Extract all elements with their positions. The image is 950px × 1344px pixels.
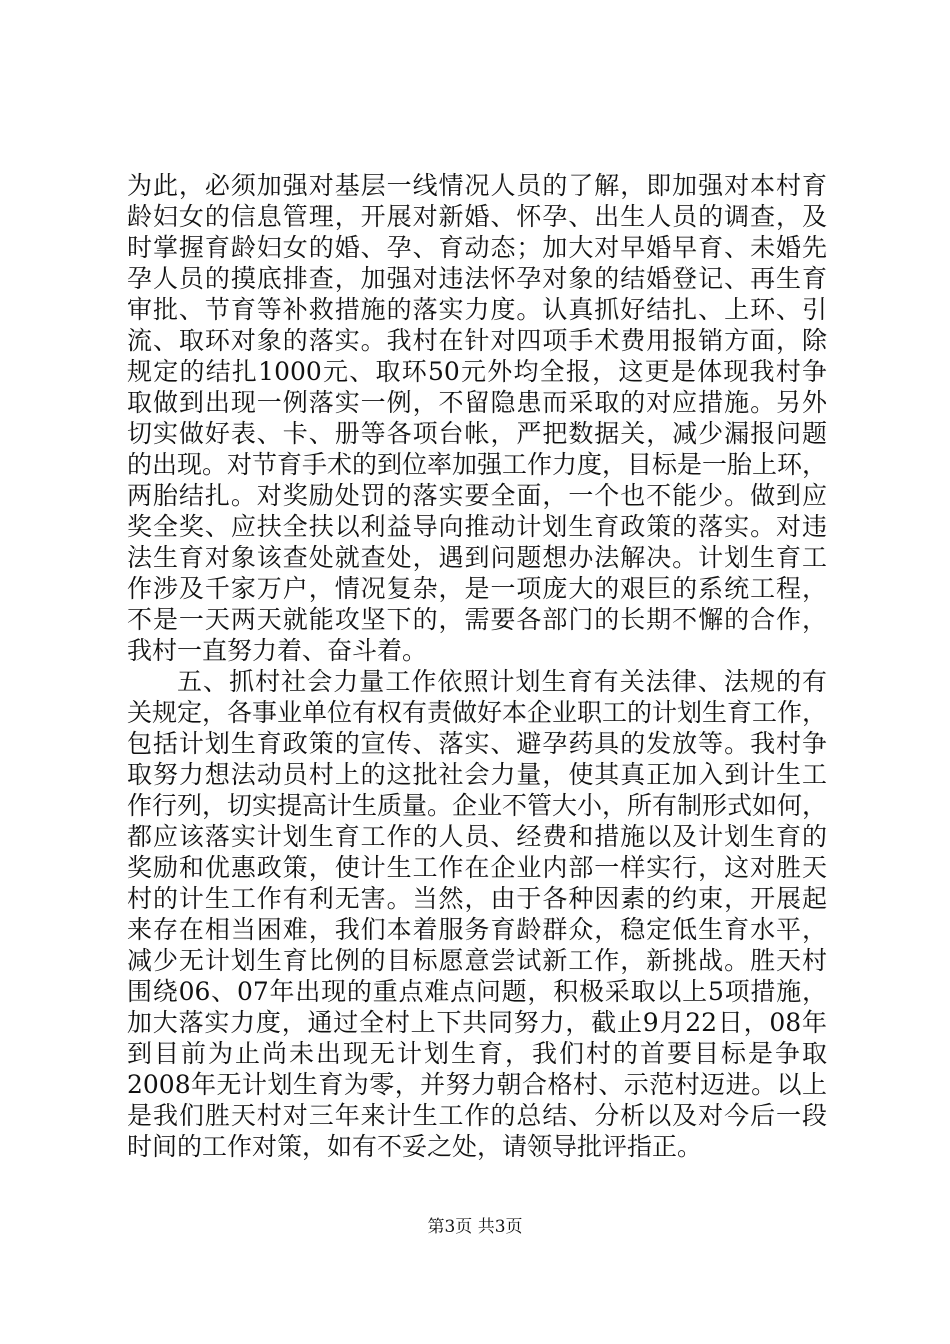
- text-line: 包括计划生育政策的宣传、落实、避孕药具的发放等。我村争: [127, 729, 827, 758]
- text-line: 是我们胜天村对三年来计生工作的总结、分析以及对今后一段: [127, 1101, 827, 1130]
- text-line: 切实做好表、卡、册等各项台帐，严把数据关，减少漏报问题: [127, 419, 827, 448]
- text-line: 奖励和优惠政策，使计生工作在企业内部一样实行，这对胜天: [127, 853, 827, 882]
- text-line: 到目前为止尚未出现无计划生育，我们村的首要目标是争取: [127, 1039, 827, 1068]
- text-line: 作涉及千家万户，情况复杂，是一项庞大的艰巨的系统工程，: [127, 574, 827, 603]
- document-body: [127, 170, 827, 1162]
- text-line: 关规定，各事业单位有权有责做好本企业职工的计划生育工作，: [127, 698, 828, 727]
- paragraph-1: [127, 170, 827, 666]
- text-line: 龄妇女的信息管理，开展对新婚、怀孕、出生人员的调查，及: [127, 202, 827, 231]
- text-line: 的出现。对节育手术的到位率加强工作力度，目标是一胎上环，: [127, 450, 828, 479]
- text-line: 来存在相当困难，我们本着服务育龄群众，稳定低生育水平，: [127, 915, 827, 944]
- text-line: 为此，必须加强对基层一线情况人员的了解，即加强对本村育: [127, 171, 827, 200]
- text-line: 取努力想法动员村上的这批社会力量，使其真正加入到计生工: [127, 760, 827, 789]
- text-line: 时间的工作对策，如有不妥之处，请领导批评指正。: [127, 1132, 703, 1161]
- text-line: 时掌握育龄妇女的婚、孕、育动态；加大对早婚早育、未婚先: [127, 233, 827, 262]
- text-line: 五、抓村社会力量工作依照计划生育有关法律、法规的有: [177, 667, 827, 696]
- text-line: 减少无计划生育比例的目标愿意尝试新工作，新挑战。胜天村: [127, 946, 827, 975]
- text-line: 奖全奖、应扶全扶以利益导向推动计划生育政策的落实。对违: [127, 512, 827, 541]
- text-line: 规定的结扎1000元、取环50元外均全报，这更是体现我村争: [127, 357, 827, 386]
- text-line: 作行列，切实提高计生质量。企业不管大小，所有制形式如何，: [127, 791, 828, 820]
- text-line: 村的计生工作有利无害。当然，由于各种因素的约束，开展起: [127, 884, 827, 913]
- text-line: 我村一直努力着、奋斗着。: [127, 636, 428, 665]
- text-line: 法生育对象该查处就查处，遇到问题想办法解决。计划生育工: [127, 543, 827, 572]
- text-line: 审批、节育等补救措施的落实力度。认真抓好结扎、上环、引: [127, 295, 827, 324]
- paragraph-2: [127, 666, 827, 1162]
- text-line: 都应该落实计划生育工作的人员、经费和措施以及计划生育的: [127, 822, 827, 851]
- text-line: 孕人员的摸底排查，加强对违法怀孕对象的结婚登记、再生育: [127, 264, 827, 293]
- text-line: 加大落实力度，通过全村上下共同努力，截止9月22日，08年: [127, 1008, 827, 1037]
- text-line: 取做到出现一例落实一例，不留隐患而采取的对应措施。另外: [127, 388, 827, 417]
- page-footer: 第3页 共3页: [427, 1217, 523, 1237]
- text-line: 围绕06、07年出现的重点难点问题，积极采取以上5项措施，: [127, 977, 827, 1006]
- text-line: 2008年无计划生育为零，并努力朝合格村、示范村迈进。以上: [127, 1070, 827, 1099]
- text-line: 流、取环对象的落实。我村在针对四项手术费用报销方面，除: [127, 326, 827, 355]
- text-line: 不是一天两天就能攻坚下的，需要各部门的长期不懈的合作，: [127, 605, 827, 634]
- text-line: 两胎结扎。对奖励处罚的落实要全面，一个也不能少。做到应: [127, 481, 827, 510]
